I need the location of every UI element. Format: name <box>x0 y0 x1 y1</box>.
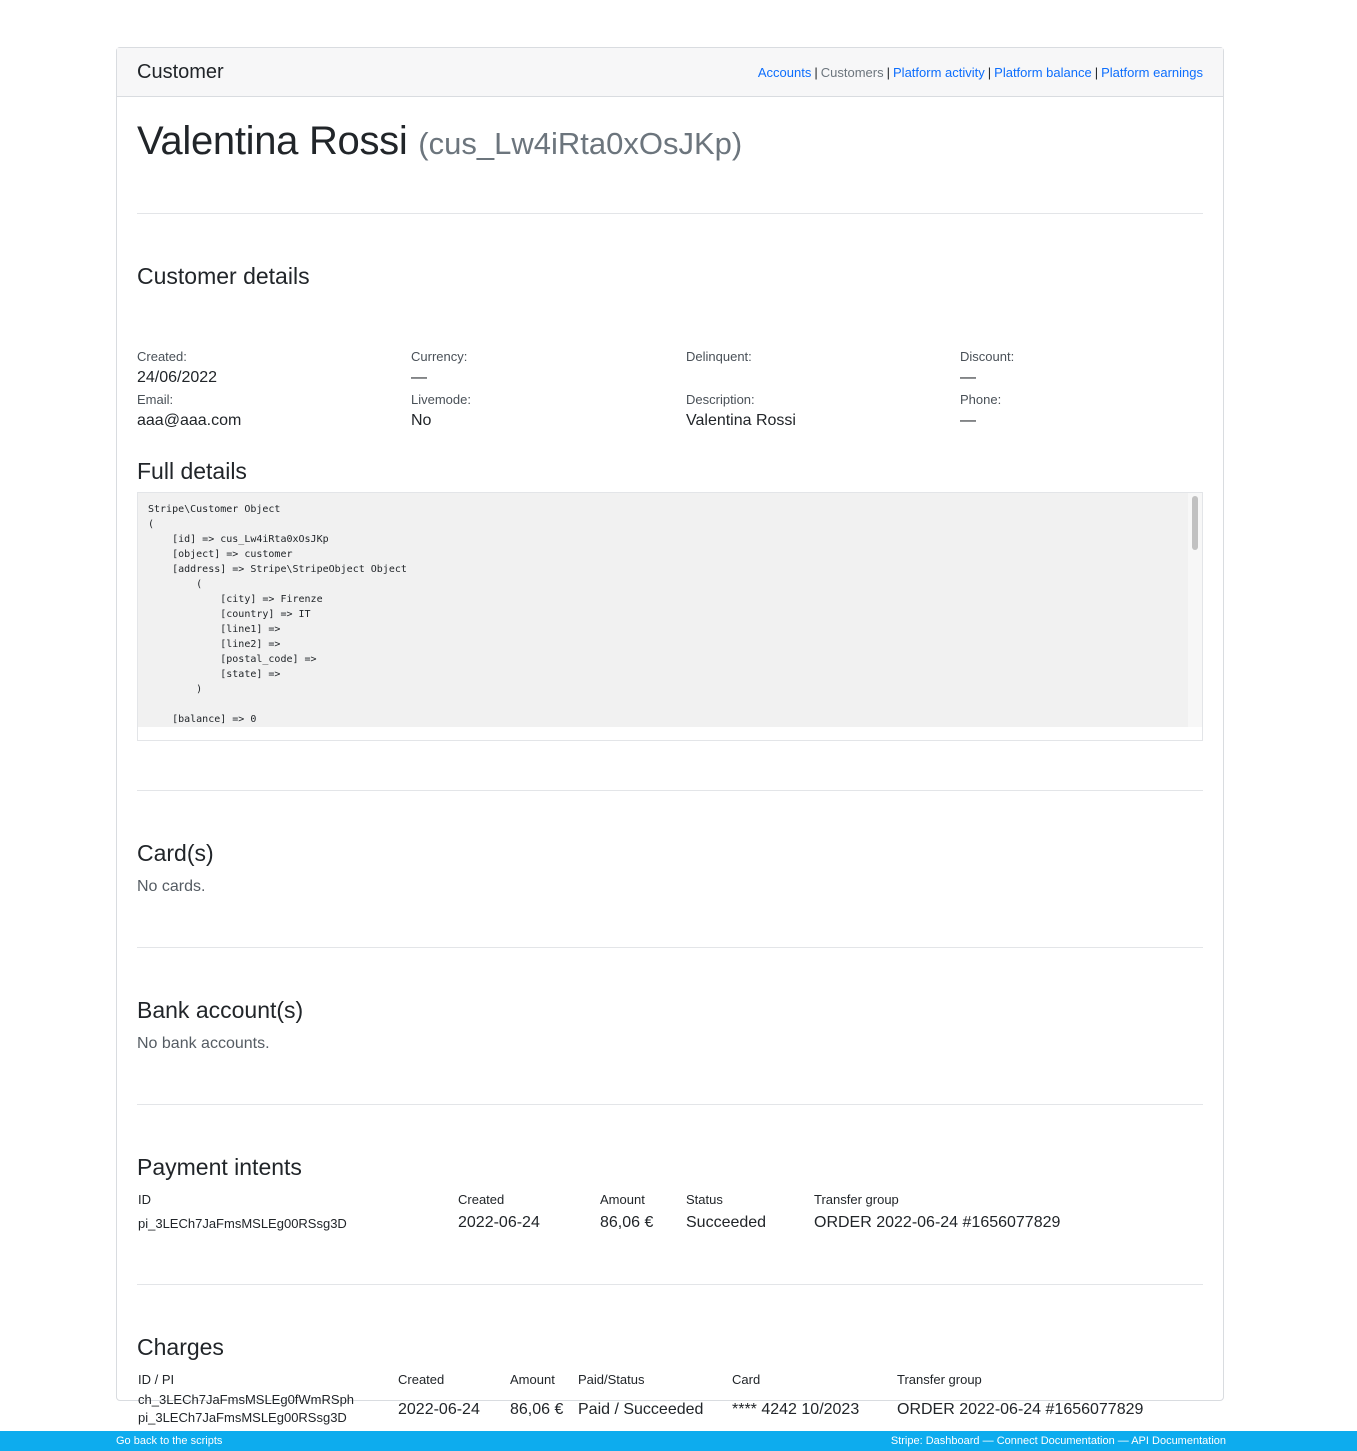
column-header: ID <box>138 1192 151 1207</box>
full-details-box[interactable] <box>137 492 1203 741</box>
bank-accounts-heading: Bank account(s) <box>137 997 304 1023</box>
field-phone: Phone: — <box>960 392 1002 429</box>
nav-separator: | <box>1094 64 1099 80</box>
field-livemode: Livemode: No <box>411 392 471 429</box>
charge-paid-status: Paid / Succeeded <box>578 1401 704 1418</box>
nav-separator: | <box>814 64 818 80</box>
footer-links <box>891 1435 1226 1447</box>
payment-intents-heading: Payment intents <box>137 1154 302 1180</box>
column-header: Transfer group <box>814 1192 899 1207</box>
field-created: Created: 24/06/2022 <box>137 349 218 386</box>
nav-platform-earnings-link[interactable]: Platform earnings <box>1101 64 1203 80</box>
full-details-heading: Full details <box>137 458 247 484</box>
page-title <box>137 119 742 164</box>
charge-id: ch_3LECh7JaFmsMSLEg0fWmRSph <box>138 1392 355 1407</box>
card-title: Customer <box>137 60 224 83</box>
payment-intent-created: 2022-06-24 <box>458 1214 540 1231</box>
column-header: Amount <box>510 1372 555 1387</box>
payment-intent-amount: 86,06 € <box>600 1214 654 1231</box>
nav-separator: | <box>886 64 891 80</box>
divider <box>137 1284 1203 1285</box>
nav-separator: | <box>987 64 992 80</box>
nav-platform-activity-link[interactable]: Platform activity <box>893 64 985 80</box>
charge-transfer-group: ORDER 2022-06-24 #1656077829 <box>897 1401 1144 1418</box>
field-delinquent: Delinquent: <box>686 349 752 364</box>
customer-name: Valentina Rossi <box>137 119 408 163</box>
field-description: Description: Valentina Rossi <box>686 392 796 429</box>
customer-id: (cus_Lw4iRta0xOsJKp) <box>418 126 743 161</box>
connect-docs-link[interactable]: Connect Documentation <box>996 1435 1115 1447</box>
scrollbar-thumb[interactable] <box>1192 496 1198 550</box>
field-discount: Discount: — <box>960 349 1015 386</box>
column-header: Transfer group <box>897 1372 982 1387</box>
footer-bar <box>0 1431 1357 1451</box>
divider <box>137 1104 1203 1105</box>
field-currency: Currency: — <box>411 349 468 386</box>
charge-pi: pi_3LECh7JaFmsMSLEg00RSsg3D <box>138 1410 347 1425</box>
payment-intent-status: Succeeded <box>686 1214 767 1231</box>
dashboard-link[interactable]: Dashboard <box>925 1435 980 1447</box>
payment-intent-transfer-group: ORDER 2022-06-24 #1656077829 <box>814 1214 1061 1231</box>
api-docs-link[interactable]: API Documentation <box>1131 1435 1226 1447</box>
column-header: Paid/Status <box>578 1372 645 1387</box>
charges-heading: Charges <box>137 1334 224 1360</box>
card-header <box>117 48 1223 97</box>
charge-created: 2022-06-24 <box>398 1401 480 1418</box>
no-cards-text: No cards. <box>137 878 206 895</box>
column-header: Card <box>732 1372 761 1387</box>
footer-prefix: Stripe: <box>890 1435 923 1447</box>
vertical-scrollbar[interactable] <box>1188 493 1202 727</box>
customer-details-heading: Customer details <box>137 263 310 289</box>
nav-platform-balance-link[interactable]: Platform balance <box>994 64 1092 80</box>
divider <box>137 213 1203 214</box>
column-header: Created <box>398 1372 445 1387</box>
column-header: Created <box>458 1192 505 1207</box>
column-header: Amount <box>600 1192 645 1207</box>
footer-separator: — <box>979 1435 997 1447</box>
full-details-code: Stripe\Customer Object ( [id] => cus_Lw4iRta0xOsJKp [object] => customer [address] => Stripe\StripeObject Object ( [city] => Firenze [country] => IT [line1] => [line2] => [postal_code] => [state] => ) [balance] => 0 <box>138 493 1188 727</box>
top-nav <box>758 65 1203 80</box>
footer-separator: — <box>1114 1435 1132 1447</box>
column-header: ID / PI <box>138 1372 175 1387</box>
nav-accounts-link[interactable]: Accounts <box>757 64 812 80</box>
nav-customers-current: Customers <box>820 64 884 80</box>
divider <box>137 947 1203 948</box>
customer-card <box>116 47 1224 1425</box>
back-to-scripts-link[interactable]: Go back to the scripts <box>116 1435 223 1447</box>
divider <box>137 790 1203 791</box>
payment-intent-id: pi_3LECh7JaFmsMSLEg00RSsg3D <box>138 1216 347 1231</box>
field-email: Email: aaa@aaa.com <box>137 392 242 429</box>
charge-amount: 86,06 € <box>510 1401 564 1418</box>
column-header: Status <box>686 1192 723 1207</box>
no-bank-accounts-text: No bank accounts. <box>137 1035 270 1052</box>
charge-card: **** 4242 10/2023 <box>732 1401 860 1418</box>
cards-heading: Card(s) <box>137 840 214 866</box>
